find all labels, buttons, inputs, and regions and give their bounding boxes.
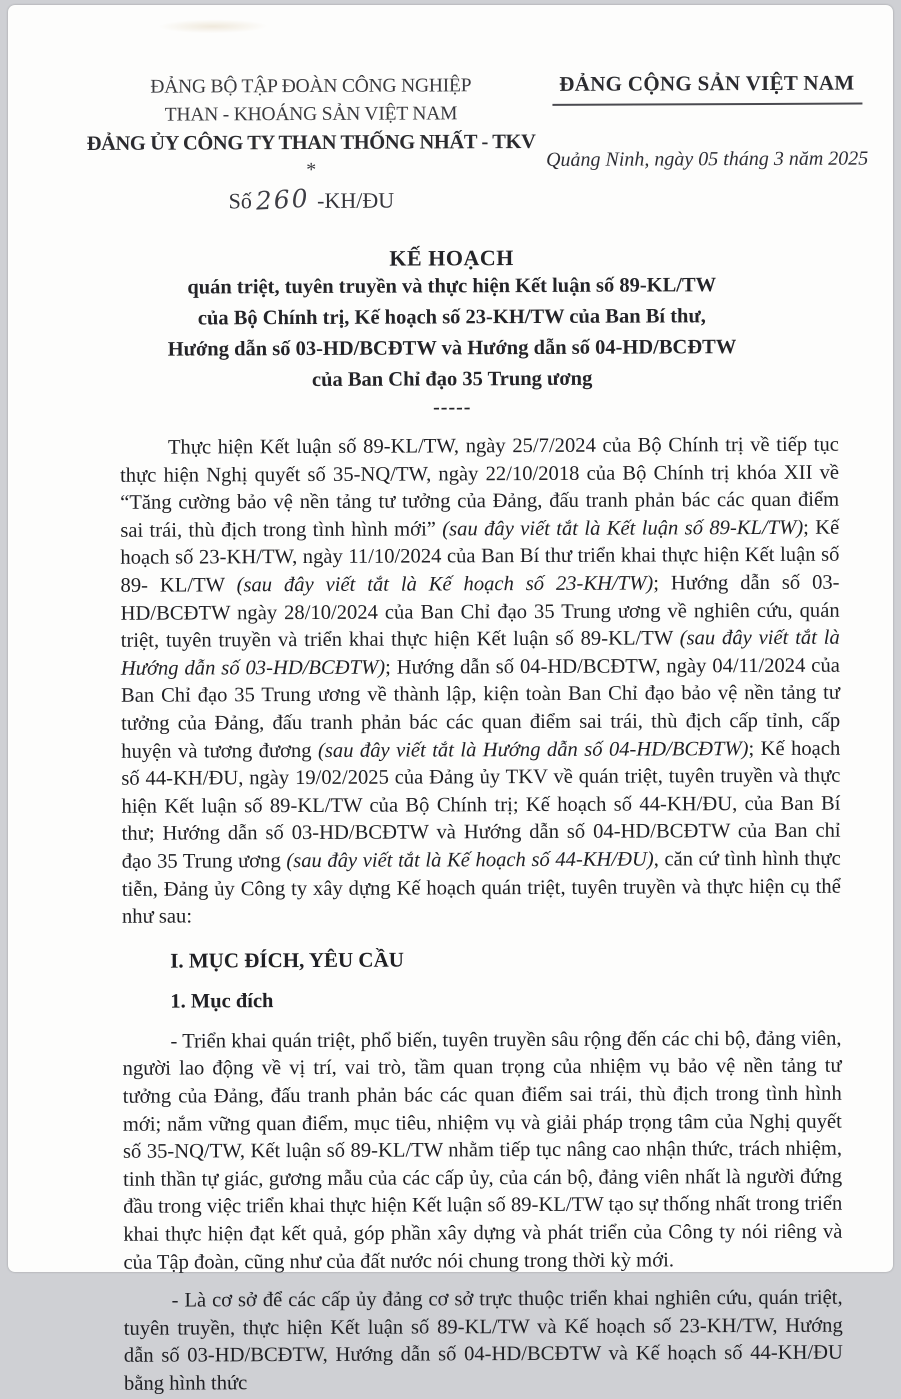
- document-body: [120, 432, 843, 1399]
- doc-number-handwritten: 260: [255, 183, 311, 216]
- doc-number-suffix: -KH/ĐU: [317, 187, 395, 213]
- place-and-date: Quảng Ninh, ngày 05 tháng 3 năm 2025: [546, 147, 869, 171]
- sub-heading-1: 1. Mục đích: [170, 990, 274, 1013]
- party-title: ĐẢNG CỘNG SẢN VIỆT NAM: [559, 70, 855, 96]
- paragraph-intro: Thực hiện Kết luận số 89-KL/TW, ngày 25/7/2024 của Bộ Chính trị về tiếp tục thực hiện Nghị quyết số 35-NQ/TW, ngày 22/10/2018 của Bộ Chính trị khóa XII về “Tăng cường bảo vệ nền tảng tư tưởng của Đảng, đấu tranh phản bác các quan điểm sai trái, thù địch trong tình hình mới” (sau đây viết tắt là Kết luận số 89-KL/TW); Kế hoạch số 23-KH/TW, ngày 11/10/2024 của Ban Bí thư triển khai thực hiện Kết luận số 89- KL/TW (sau đây viết tắt là Kế hoạch số 23-KH/TW); Hướng dẫn số 03-HD/BCĐTW ngày 28/10/2024 của Ban Chỉ đạo 35 Trung ương về nghiên cứu, quán triệt, tuyên truyền và triển khai thực hiện Kết luận số 89-KL/TW (sau đây viết tắt là Hướng dẫn số 03-HD/BCĐTW); Hướng dẫn số 04-HD/BCĐTW, ngày 04/11/2024 của Ban Chỉ đạo 35 Trung ương về thành lập, kiện toàn Ban Chỉ đạo bảo vệ nền tảng tư tưởng của Đảng, đấu tranh phản bác các quan điểm sai trái, thù địch cấp tỉnh, cấp huyện và tương đương (sau đây viết tắt là Hướng dẫn số 04-HD/BCĐTW); Kế hoạch số 44-KH/ĐU, ngày 19/02/2025 của Đảng ủy TKV về quán triệt, tuyên truyền và thực hiện Kết luận số 89-KL/TW của Bộ Chính trị; Kế hoạch số 44-KH/ĐU, của Ban Bí thư; Hướng dẫn số 03-HD/BCĐTW và Hướng dẫn số 04-HD/BCĐTW của Ban chỉ đạo 35 Trung ương (sau đây viết tắt là Kế hoạch số 44-KH/ĐU), căn cứ tình hình thực tiễn, Đảng ủy Công ty xây dựng Kế hoạch quán triệt, tuyên truyền và thực hiện cụ thể như sau:: [119, 433, 841, 928]
- org-line-2: THAN - KHOÁNG SẢN VIỆT NAM: [164, 103, 458, 126]
- scanned-content: [8, 4, 899, 1395]
- document-number: [84, 184, 539, 215]
- section-heading-1: I. MỤC ĐÍCH, YÊU CẦU: [170, 947, 404, 973]
- document-page: [8, 5, 893, 1395]
- title-line-1: quán triệt, tuyên truyền và thực hiện Kết luận số 89-KL/TW: [187, 274, 717, 299]
- document-type-title: KẾ HOẠCH: [389, 245, 514, 271]
- doc-number-prefix: Số: [228, 188, 252, 214]
- national-header-block: [538, 70, 894, 213]
- title-line-2: của Bộ Chính trị, Kế hoạch số 23-KH/TW của Ban Bí thư,: [197, 305, 706, 330]
- org-line-1: ĐẢNG BỘ TẬP ĐOÀN CÔNG NGHIỆP: [150, 75, 472, 98]
- paragraph-purpose-2: - Là cơ sở để các cấp ủy đảng cơ sở trực thuộc triển khai nghiên cứu, quán triệt, tuyên truyền, thực hiện Kết luận số 89-KL/TW và Kế hoạch số 23-KH/TW, Hướng dẫn số 03-HD/BCĐTW, Hướng dẫn số 04-HD/BCĐTW và Kế hoạch số 44-KH/ĐU bằng hình thức: [123, 1286, 843, 1395]
- org-star-separator: *: [306, 158, 317, 181]
- org-line-3: ĐẢNG ỦY CÔNG TY THAN THỐNG NHẤT - TKV: [86, 130, 536, 155]
- document-header: [8, 4, 894, 215]
- title-line-4: của Ban Chỉ đạo 35 Trung ương: [311, 367, 593, 391]
- title-line-3: Hướng dẫn số 03-HD/BCĐTW và Hướng dẫn số 04-HD/BCĐTW: [167, 336, 737, 361]
- party-title-underline: [552, 103, 862, 106]
- title-separator: -----: [433, 396, 472, 419]
- document-title-block: [9, 243, 895, 419]
- issuing-org-block: [83, 72, 539, 215]
- paragraph-purpose-1: - Triển khai quán triệt, phổ biến, tuyên truyền sâu rộng đến các chi bộ, đảng viên, người lao động về vị trí, vai trò, tầm quan trọng của nhiệm vụ bảo vệ nền tảng tư tưởng của Đảng, đấu tranh phản bác các quan điểm sai trái, thù địch trong tình hình mới; nắm vững quan điểm, mục tiêu, nhiệm vụ và giải pháp trọng tâm của Nghị quyết số 35-NQ/TW, Kết luận số 89-KL/TW nhằm tiếp tục nâng cao nhận thức, trách nhiệm, tinh thần tự giác, gương mẫu của các cấp ủy, của cán bộ, đảng viên nhất là người đứng đầu trong việc triển khai thực hiện Kết luận số 89-KL/TW tạo sự thống nhất trong triển khai thực hiện đạt kết quả, góp phần xây dựng và phát triển của Công ty nói riêng và của Tập đoàn, cũng như của đất nước nói chung trong thời kỳ mới.: [122, 1027, 843, 1274]
